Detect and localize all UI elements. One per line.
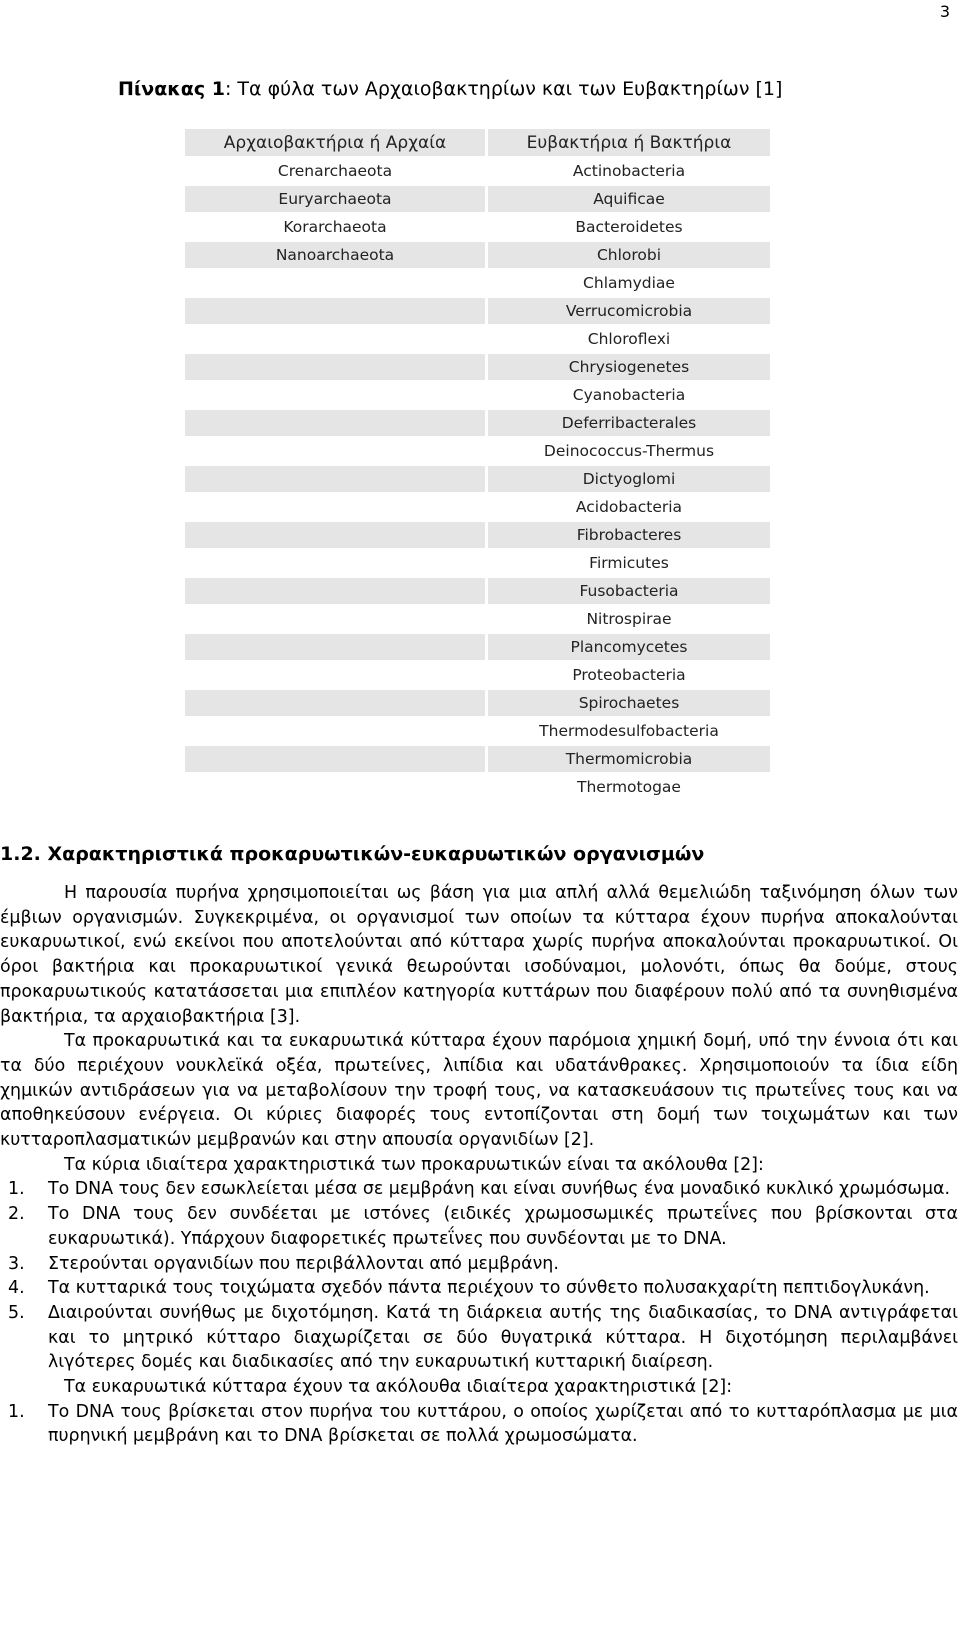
table-row bbox=[185, 242, 770, 270]
cell-archaea bbox=[185, 690, 488, 718]
table-row bbox=[185, 494, 770, 522]
list-item-text: Στερούνται οργανιδίων που περιβάλλονται από μεμβράνη. bbox=[48, 1253, 559, 1274]
table-caption bbox=[118, 78, 782, 100]
table-row bbox=[185, 522, 770, 550]
table-row bbox=[185, 774, 770, 802]
list-item bbox=[0, 1301, 958, 1375]
cell-archaea: Crenarchaeota bbox=[185, 158, 488, 186]
cell-bacteria: Chloroflexi bbox=[488, 326, 770, 354]
table-row bbox=[185, 746, 770, 774]
table-row bbox=[185, 606, 770, 634]
table-row bbox=[185, 270, 770, 298]
cell-bacteria: Thermotogae bbox=[488, 774, 770, 802]
section-heading: 1.2. Χαρακτηριστικά προκαρυωτικών-ευκαρυωτικών οργανισμών bbox=[0, 843, 705, 865]
cell-archaea: Euryarchaeota bbox=[185, 186, 488, 214]
cell-bacteria: Actinobacteria bbox=[488, 158, 770, 186]
cell-bacteria: Dictyoglomi bbox=[488, 466, 770, 494]
cell-bacteria: Spirochaetes bbox=[488, 690, 770, 718]
table-row bbox=[185, 578, 770, 606]
cell-bacteria: Acidobacteria bbox=[488, 494, 770, 522]
prokaryote-characteristics-list bbox=[0, 1177, 958, 1375]
table-caption-text: : Τα φύλα των Αρχαιοβακτηρίων και των Ευβακτηρίων [1] bbox=[224, 78, 783, 100]
cell-bacteria: Fibrobacteres bbox=[488, 522, 770, 550]
cell-archaea bbox=[185, 354, 488, 382]
list-item bbox=[0, 1252, 958, 1277]
cell-bacteria: Fusobacteria bbox=[488, 578, 770, 606]
cell-archaea bbox=[185, 298, 488, 326]
cell-bacteria: Plancomycetes bbox=[488, 634, 770, 662]
list-number: 4. bbox=[8, 1278, 25, 1299]
paragraph: Τα κύρια ιδιαίτερα χαρακτηριστικά των προκαρυωτικών είναι τα ακόλουθα [2]: bbox=[64, 1154, 764, 1175]
table-header-row bbox=[185, 129, 770, 158]
cell-archaea bbox=[185, 522, 488, 550]
list-number: 2. bbox=[8, 1204, 25, 1225]
header-archaea: Αρχαιοβακτήρια ή Αρχαία bbox=[185, 129, 488, 158]
cell-archaea bbox=[185, 662, 488, 690]
table-row bbox=[185, 662, 770, 690]
table-row bbox=[185, 438, 770, 466]
list-item bbox=[0, 1202, 958, 1251]
cell-archaea bbox=[185, 718, 488, 746]
cell-archaea bbox=[185, 382, 488, 410]
eukaryote-characteristics-list bbox=[0, 1400, 958, 1449]
table-row bbox=[185, 298, 770, 326]
table-row bbox=[185, 382, 770, 410]
cell-archaea bbox=[185, 466, 488, 494]
cell-bacteria: Thermomicrobia bbox=[488, 746, 770, 774]
list-item-text: Το DNA τους βρίσκεται στον πυρήνα του κυττάρου, ο οποίος χωρίζεται από το κυτταρόπλασμα με μια πυρηνική μεμβράνη και το DNA βρίσκεται σε πολλά χρωμοσώματα. bbox=[48, 1401, 958, 1447]
cell-bacteria: Nitrospirae bbox=[488, 606, 770, 634]
table-row bbox=[185, 690, 770, 718]
list-item bbox=[0, 1177, 958, 1202]
cell-bacteria: Chlorobi bbox=[488, 242, 770, 270]
phyla-table bbox=[185, 129, 770, 802]
cell-bacteria: Chlamydiae bbox=[488, 270, 770, 298]
cell-archaea bbox=[185, 634, 488, 662]
table-row bbox=[185, 186, 770, 214]
table-row bbox=[185, 466, 770, 494]
cell-archaea bbox=[185, 550, 488, 578]
cell-archaea bbox=[185, 606, 488, 634]
cell-bacteria: Aquificae bbox=[488, 186, 770, 214]
list-number: 3. bbox=[8, 1253, 25, 1274]
cell-bacteria: Bacteroidetes bbox=[488, 214, 770, 242]
cell-archaea bbox=[185, 410, 488, 438]
list-item bbox=[0, 1400, 958, 1449]
cell-archaea: Nanoarchaeota bbox=[185, 242, 488, 270]
table-row bbox=[185, 214, 770, 242]
cell-archaea bbox=[185, 578, 488, 606]
cell-bacteria: Cyanobacteria bbox=[488, 382, 770, 410]
table-row bbox=[185, 354, 770, 382]
list-item bbox=[0, 1276, 958, 1301]
cell-archaea bbox=[185, 326, 488, 354]
cell-bacteria: Thermodesulfobacteria bbox=[488, 718, 770, 746]
list-item-text: Διαιρούνται συνήθως με διχοτόμηση. Κατά τη διάρκεια αυτής της διαδικασίας, το DNA αντιγράφεται και το μητρικό κύτταρο διαχωρίζεται σε δύο θυγατρικά κύτταρα. Η διχοτόμηση περιλαμβάνει λιγότερες δομές και διαδικασίες από την ευκαρυωτική κυτταρική διαίρεση. bbox=[48, 1302, 958, 1373]
cell-bacteria: Verrucomicrobia bbox=[488, 298, 770, 326]
paragraph: Τα ευκαρυωτικά κύτταρα έχουν τα ακόλουθα ιδιαίτερα χαρακτηριστικά [2]: bbox=[64, 1377, 733, 1398]
table-row bbox=[185, 158, 770, 186]
table-row bbox=[185, 718, 770, 746]
phyla-table-body bbox=[185, 129, 770, 802]
cell-bacteria: Deinococcus-Thermus bbox=[488, 438, 770, 466]
list-item-text: Το DNA τους δεν εσωκλείεται μέσα σε μεμβράνη και είναι συνήθως ένα μοναδικό κυκλικό χρωμόσωμα. bbox=[48, 1179, 951, 1200]
table-row bbox=[185, 326, 770, 354]
cell-archaea bbox=[185, 746, 488, 774]
list-number: 1. bbox=[8, 1401, 25, 1422]
cell-bacteria: Firmicutes bbox=[488, 550, 770, 578]
body-text bbox=[0, 881, 958, 1449]
table-row bbox=[185, 410, 770, 438]
cell-bacteria: Deferribacterales bbox=[488, 410, 770, 438]
cell-archaea bbox=[185, 774, 488, 802]
list-number: 5. bbox=[8, 1302, 25, 1323]
paragraph: Τα προκαρυωτικά και τα ευκαρυωτικά κύτταρα έχουν παρόμοια χημική δομή, υπό την έννοια ότι και τα δύο περιέχουν νουκλεϊκά οξέα, πρωτείνες, λιπίδια και υδατάνθρακες. Χρησιμοποιούν τα ίδια είδη χημικών αντιδράσεων για να μεταβολίσουν την τροφή τους, να κατασκευάσουν τις πρωτεΐνες τους και να αποθηκεύσουν ενέργεια. Οι κύριες διαφορές τους εντοπίζονται στη δομή των τοιχωμάτων και των κυτταροπλασματικών μεμβρανών και στην απουσία οργανιδίων [2]. bbox=[0, 1031, 958, 1151]
cell-bacteria: Proteobacteria bbox=[488, 662, 770, 690]
page-number: 3 bbox=[939, 2, 950, 21]
list-number: 1. bbox=[8, 1179, 25, 1200]
cell-archaea bbox=[185, 270, 488, 298]
table-row bbox=[185, 634, 770, 662]
list-item-text: Τα κυτταρικά τους τοιχώματα σχεδόν πάντα περιέχουν το σύνθετο πολυσακχαρίτη πεπτιδογλυκάνη. bbox=[48, 1278, 930, 1299]
cell-archaea bbox=[185, 494, 488, 522]
cell-archaea bbox=[185, 438, 488, 466]
header-bacteria: Ευβακτήρια ή Βακτήρια bbox=[488, 129, 770, 158]
cell-bacteria: Chrysiogenetes bbox=[488, 354, 770, 382]
table-row bbox=[185, 550, 770, 578]
list-item-text: Το DNA τους δεν συνδέεται με ιστόνες (ειδικές χρωμοσωμικές πρωτεΐνες που βρίσκονται στα ευκαρυωτικά). Υπάρχουν διαφορετικές πρωτεΐνες που συνδέονται με το DNA. bbox=[48, 1204, 958, 1249]
table-caption-label: Πίνακας 1 bbox=[118, 78, 225, 100]
paragraph: Η παρουσία πυρήνα χρησιμοποιείται ως βάση για μια απλή αλλά θεμελιώδη ταξινόμηση όλων των έμβιων οργανισμών. Συγκεκριμένα, οι οργανισμοί των οποίων τα κύτταρα έχουν πυρήνα αποκαλούνται ευκαρυωτικοί, ενώ εκείνοι που αποτελούνται από κύτταρα χωρίς πυρήνα αποκαλούνται προκαρυωτικοί. Οι όροι βακτήρια και προκαρυωτικοί γενικά θεωρούνται ισοδύναμοι, μολονότι, όπως θα δούμε, στους προκαρυωτικούς κατατάσσεται μια επιπλέον κατηγορία κυττάρων που διαφέρουν πολύ από τα συνηθισμένα βακτήρια, τα αρχαιοβακτήρια [3]. bbox=[0, 883, 958, 1027]
cell-archaea: Korarchaeota bbox=[185, 214, 488, 242]
